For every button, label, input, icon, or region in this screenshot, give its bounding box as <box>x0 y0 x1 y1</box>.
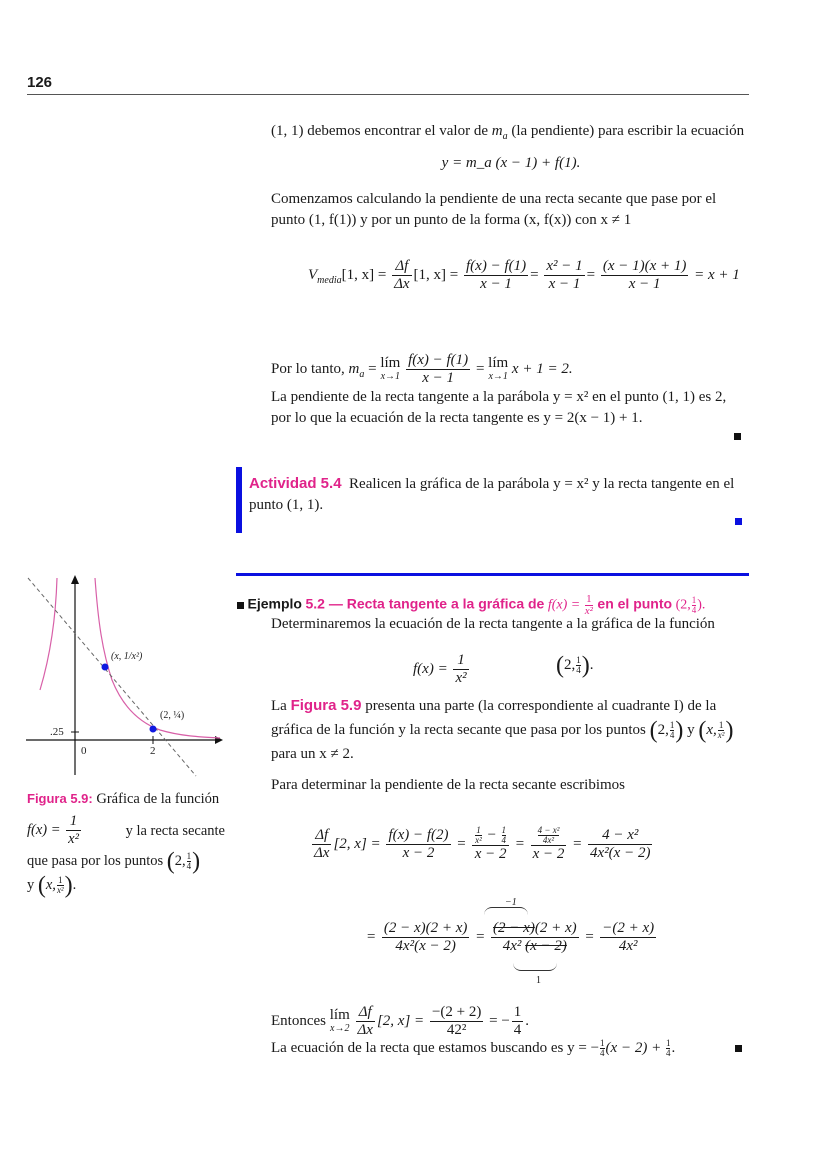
cancelled-term: (2 − x) <box>493 920 535 936</box>
y-axis-arrow-icon <box>71 575 79 584</box>
paragraph-intro <box>271 121 751 147</box>
text-line: La pendiente de la recta tangente a la parábola y = x² en el punto (1, 1) es 2, <box>271 389 727 405</box>
text-line: para un x ≠ 2. <box>271 746 354 762</box>
text: y <box>27 877 35 893</box>
text: [2, x] = <box>376 1012 425 1029</box>
numerator: 1 <box>513 1004 522 1020</box>
fraction <box>585 594 593 617</box>
limit <box>488 354 509 383</box>
numerator: (2 − x)(2 + x) <box>383 920 468 936</box>
page-number: 126 <box>27 74 53 91</box>
equation-ma: y = m_a (x − 1) + f(1). <box>441 155 581 171</box>
lim-subscript: x→2 <box>330 1022 350 1034</box>
slope-intro: Para determinar la pendiente de la recta secante escribimos <box>271 777 625 793</box>
denominator: x − 1 <box>480 276 512 292</box>
fraction <box>406 352 470 387</box>
denominator: x − 1 <box>422 370 455 386</box>
denominator: 4 <box>576 665 581 675</box>
text: gráfica de la función y la recta secante que pasa por los puntos <box>271 722 646 738</box>
denominator: x − 2 <box>532 846 565 862</box>
limit <box>329 1006 350 1035</box>
result: = x + 1 <box>694 266 740 283</box>
ma-symbol: m <box>348 360 360 377</box>
fraction <box>692 596 697 615</box>
numerator: 1 <box>453 652 468 670</box>
cancelled-term: (x − 2) <box>525 938 567 954</box>
v-symbol: V <box>308 266 318 283</box>
equals: = <box>530 266 539 283</box>
text: presenta una parte (la correspondiente al cuadrante I) de la <box>365 698 717 714</box>
denominator: 4 <box>513 1022 522 1038</box>
figure-caption: Figura 5.9: Gráfica de la función f(x) = $\frac{1}{\text{x²}}$ y la recta secante que pasa por los puntos (2, $\frac{1}{4}$ ) y (x, $\frac{1}{\text{x²}}$ ). <box>27 791 225 899</box>
display-fx <box>413 652 471 687</box>
fraction <box>312 827 331 862</box>
text: [2, x] = <box>333 835 381 852</box>
text: = − <box>489 1012 510 1029</box>
final-equation: La ecuación de la recta que estamos buscando es y = − $\frac{1}{4}$ (x − 2) + $\frac{1}{4}$ . <box>271 1038 676 1058</box>
activity-bar <box>236 467 242 533</box>
ma-subscript: a <box>502 131 508 142</box>
denominator: 4x² <box>542 835 555 845</box>
example-intro: Determinaremos la ecuación de la recta tangente a la gráfica de la función <box>271 616 715 632</box>
equation-simplify: = $\frac{(2 - x)(2 + x)}{\text{4x²(x − 2)}}$ = $\frac{(2 - x)(2 + x)}{\text{4x² (x − 2)}}$ = $\frac{-(2 + x)}{\text{4x²}}$ <box>366 920 655 954</box>
fraction <box>544 258 584 293</box>
overbrace <box>484 907 528 916</box>
qed-square <box>734 433 741 440</box>
label-x-tick: 2 <box>150 745 156 757</box>
paragraph-secant <box>271 189 743 231</box>
denominator: x² <box>584 605 593 617</box>
text-line: Comenzamos calculando la pendiente de una recta secante que pase por el <box>271 191 717 207</box>
conclusion-text <box>271 387 751 429</box>
fraction <box>430 1004 483 1039</box>
equals: = <box>586 266 596 283</box>
example-title: en el punto <box>597 595 673 612</box>
fraction <box>576 656 581 675</box>
fraction <box>356 1004 375 1039</box>
text: (2 + x) <box>534 920 577 936</box>
lim-subscript: x→1 <box>488 370 508 382</box>
qed-square <box>735 1045 742 1052</box>
fraction <box>453 652 468 687</box>
lim-word: lím <box>329 1006 350 1023</box>
activity-text: Realicen la gráfica de la parábola y = x² y la recta tangente en el <box>349 476 735 492</box>
text: La <box>271 698 287 714</box>
lim-word: lím <box>488 354 509 371</box>
numerator: f(x) − f(2) <box>388 827 449 843</box>
text: que pasa por los puntos <box>27 853 164 869</box>
numerator: f(x) − f(1) <box>466 258 527 274</box>
activity-label: Actividad 5.4 <box>249 475 342 492</box>
brace-note-top: −1 <box>505 897 517 908</box>
section-rule <box>236 573 749 576</box>
numerator: x² − 1 <box>546 258 583 274</box>
figure-graph <box>20 570 225 780</box>
numerator: Δf <box>312 827 331 845</box>
ma-subscript: a <box>359 368 365 380</box>
ma-symbol: m <box>491 123 503 139</box>
text: y <box>687 722 695 738</box>
numerator: 1 <box>691 595 697 605</box>
activity-block <box>249 473 745 516</box>
fraction <box>392 258 411 293</box>
fraction <box>464 258 528 293</box>
lim-word: lím <box>380 354 401 371</box>
text: (x − 2) + <box>605 1039 662 1056</box>
limit <box>380 354 401 383</box>
caption-label: Figura 5.9: <box>27 791 93 806</box>
text: 2, <box>564 656 576 673</box>
text: . <box>671 1039 676 1056</box>
fraction: $\frac{1}{\text{x²}}$ − $\frac{1}{4}$ x − 2 <box>472 826 509 863</box>
point-x <box>102 664 109 671</box>
brace-note-bottom: 1 <box>536 975 541 986</box>
underbrace <box>513 962 557 971</box>
figure-link[interactable]: Figura 5.9 <box>290 697 362 714</box>
text: Gráfica de la función <box>96 791 220 807</box>
text: La ecuación de la recta que estamos buscando es y = − <box>271 1039 600 1056</box>
fraction <box>491 920 579 955</box>
text: (la pendiente) para escribir la ecuación <box>511 123 745 139</box>
denominator: x − 2 <box>474 846 507 862</box>
figure-reference-paragraph: La Figura 5.9 presenta una parte (la correspondiente al cuadrante I) de la gráfica de la función y la recta secante que pasa por los puntos (2, $\frac{1}{4}$ ) y (x, $\frac{1}{\text{x²}}$ ) para un x ≠ 2. <box>271 695 743 765</box>
fraction <box>382 920 470 955</box>
fraction <box>512 1004 524 1039</box>
equation-vmedia <box>308 258 758 293</box>
text: Entonces <box>271 1012 326 1029</box>
text: 4x² <box>502 938 522 954</box>
denominator: 4x² <box>618 938 638 954</box>
final-limit: Entonces lím x→2 $\frac{\Delta f}{\Delta x}$ [2, x] = $\frac{-(2 + 2)}{\text{42²}}$ = − $\frac{1}{4}$ . <box>271 1004 530 1038</box>
numerator: Δf <box>356 1004 375 1022</box>
point: ). <box>697 597 706 613</box>
example-title: 5.2 — Recta tangente a la gráfica de <box>305 595 545 612</box>
header-rule <box>27 94 749 95</box>
numerator: 1 <box>586 593 592 605</box>
label-y-tick: .25 <box>50 726 64 738</box>
display-point: (2, $\frac{1}{4}$ ). <box>556 652 594 679</box>
example-label: Ejemplo <box>247 595 302 612</box>
text: y la recta secante <box>125 822 225 839</box>
fraction <box>386 827 450 862</box>
text: [1, x] = <box>341 266 387 283</box>
v-subscript: media <box>317 274 342 286</box>
point-2-quarter <box>150 726 157 733</box>
text: (1, 1) debemos encontrar el valor de <box>271 123 488 139</box>
denominator: Δx <box>394 276 410 292</box>
numerator: −(2 + x) <box>602 920 655 936</box>
text: f(x) = <box>27 821 61 838</box>
fraction: $\frac{1}{\text{x²}}$ <box>717 720 725 741</box>
denominator: x² <box>455 670 467 686</box>
lim-subscript: x→1 <box>380 370 401 382</box>
text: f(x) = <box>413 660 448 677</box>
label-point-x: (x, 1/x²) <box>111 651 143 662</box>
activity-end-square <box>735 518 742 525</box>
text: . <box>589 656 594 673</box>
denominator: Δx <box>314 845 330 861</box>
label-point-2: (2, ¼) <box>160 710 185 721</box>
denominator: Δx <box>357 1022 373 1038</box>
fraction <box>531 826 567 863</box>
denominator: x − 2 <box>402 845 435 861</box>
text: [1, x] = <box>413 266 459 283</box>
example-heading <box>237 594 757 617</box>
numerator: Δf <box>392 258 411 276</box>
denominator: 4x²(x − 2) <box>590 845 651 861</box>
denominator: x − 1 <box>628 276 661 292</box>
text: Por lo tanto, <box>271 360 345 377</box>
text: x + 1 = 2. <box>511 360 573 377</box>
denominator: 42² <box>446 1022 467 1038</box>
denominator: x − 1 <box>548 276 581 292</box>
conclusion-limit: Por lo tanto, $m_a$ = lím x→1 $\frac{f(x) - f(1)}{x - 1}$ = lím x→1 x + 1 = 2. <box>271 352 573 386</box>
text-line: por lo que la ecuación de la recta tangente es y = 2(x − 1) + 1. <box>271 410 643 426</box>
fraction <box>588 827 652 862</box>
numerator: 4 − x² <box>588 827 652 845</box>
bullet-square <box>237 602 244 609</box>
fraction <box>601 258 689 293</box>
numerator: 1 <box>576 655 581 665</box>
example-fx: f(x) = <box>547 597 581 613</box>
x-axis-arrow-icon <box>215 736 223 744</box>
denominator: 4x²(x − 2) <box>395 938 456 954</box>
secant-line <box>28 578 196 776</box>
label-origin: 0 <box>81 745 87 757</box>
text-line: punto (1, f(1)) y por un punto de la forma (x, f(x)) con x ≠ 1 <box>271 212 632 228</box>
activity-text: punto (1, 1). <box>249 497 324 513</box>
equation-secant-slope: $\frac{\Delta f}{\Delta x}$ [2, x] = $\frac{f(x) - f(2)}{x - 2}$ = $\frac{1}{\text{x²}}$ − $\frac{1}{4}$ x − 2 = $\frac{\frac{\text{4 − x²}}{\text{4x²}}}{x - 2}$ = $\frac{\text{4 − x²}}{\text{4x²(x − 2)}}$ <box>314 825 651 862</box>
numerator: f(x) − f(1) <box>408 352 469 368</box>
fraction <box>600 920 656 955</box>
numerator: 4 − x² <box>537 825 560 835</box>
point: (2, <box>675 597 691 613</box>
numerator: (x − 1)(x + 1) <box>602 258 687 274</box>
fraction: $\frac{1}{4}$ <box>669 720 675 741</box>
denominator: 4 <box>691 605 697 615</box>
numerator: −(2 + 2) <box>431 1004 482 1020</box>
